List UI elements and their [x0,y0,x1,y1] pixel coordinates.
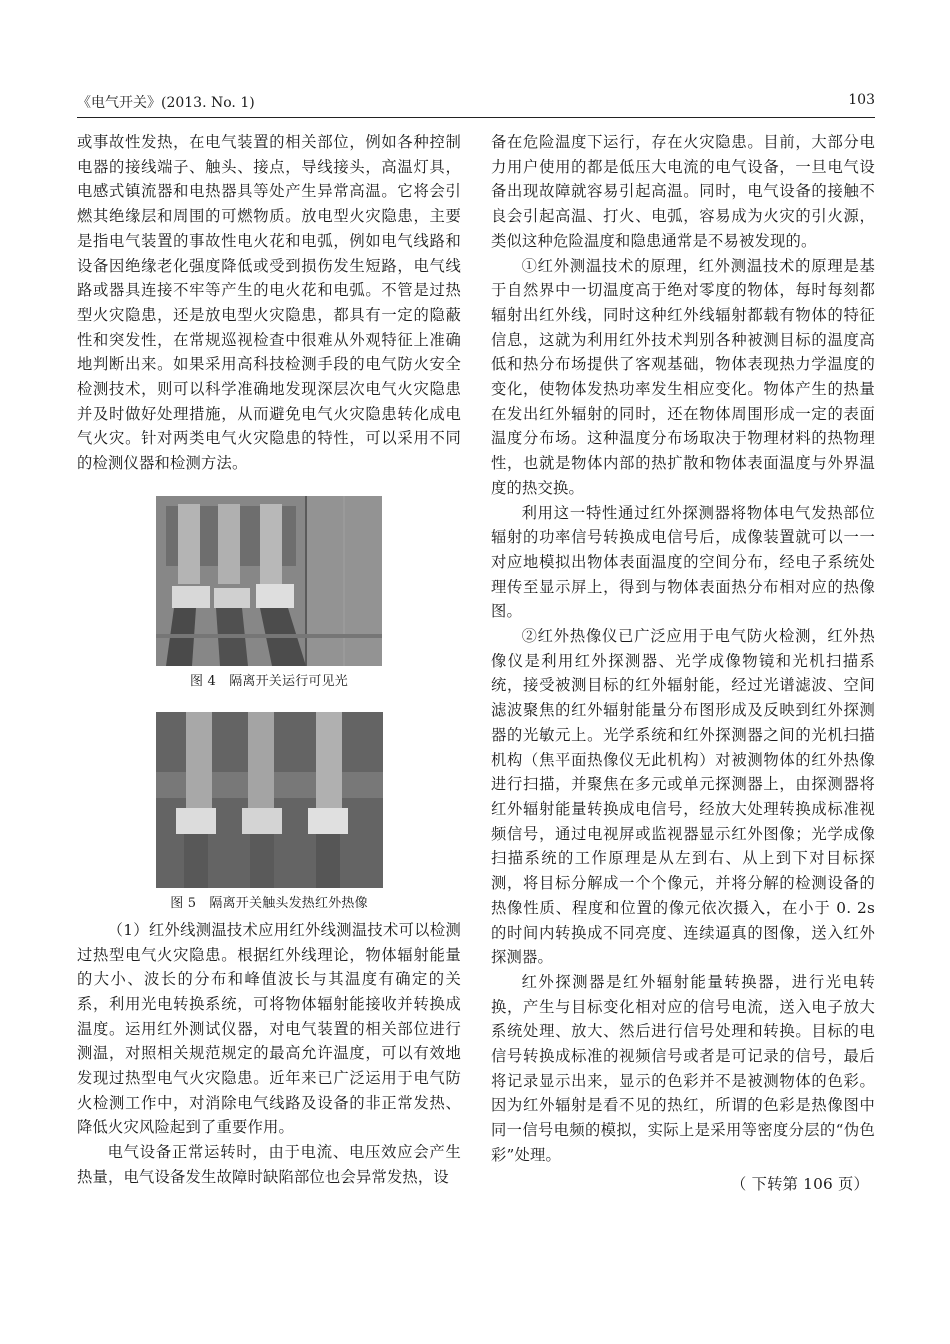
paragraph: 电气设备正常运转时，由于电流、电压效应会产生热量，电气设备发生故障时缺陷部位也会异常发热，设 [77,1143,461,1186]
figure-5-caption: 图 5 隔离开关触头发热红外热像 [170,895,368,911]
paragraph: 利用这一特性通过红外探测器将物体电气发热部位辐射的功率信号转换成电信号后，成像装置就可以一一对应地模拟出物体表面温度的空间分布，经电子系统处理传至显示屏上，得到与物体表面热分布相对应的热像图。 [491,503,875,621]
figure-5-image [156,712,383,888]
journal-title: 《电气开关》(2013. No. 1) [77,95,255,111]
header-rule [77,117,875,118]
left-column [77,130,461,1190]
figure-5 [77,712,461,914]
continued-note: （ 下转第 106 页） [731,1174,869,1193]
figure-4-image [156,496,382,666]
figure-4 [77,496,461,692]
paragraph: 红外探测器是红外辐射能量转换器，进行光电转换，产生与目标变化相对应的信号电流，送入电子放大系统处理、放大、然后进行信号处理和转换。目标的电信号转换成标准的视频信号或者是可记录的信号，最后将记录显示出来，显示的色彩并不是被测物体的色彩。因为红外辐射是看不见的热红，所谓的色彩是热像图中同一信号电频的模拟，实际上是采用等密度分层的“伪色彩”处理。 [491,972,875,1164]
paragraph: 备在危险温度下运行，存在火灾隐患。目前，大部分电力用户使用的都是低压大电流的电气设备，一旦电气设备出现故障就容易引起高温。同时，电气设备的接触不良会引起高温、打火、电弧，容易成为火灾的引火源，类似这种危险温度和隐患通常是不易被发现的。 [491,133,875,250]
paragraph: （1）红外线测温技术应用红外线测温技术可以检测过热型电气火灾隐患。根据红外线理论，物体辐射能量的大小、波长的分布和峰值波长与其温度有确定的关系，利用光电转换系统，可将物体辐射能接收并转换成温度。运用红外测试仪器，对电气装置的相关部位进行测温，对照相关规范规定的最高允许温度，可以有效地发现过热型电气火灾隐患。近年来已广泛运用于电气防火检测工作中，对消除电气线路及设备的非正常发热、降低火灾风险起到了重要作用。 [77,920,461,1137]
page-number: 103 [848,92,875,108]
figure-4-caption: 图 4 隔离开关运行可见光 [189,673,348,689]
paragraph: ①红外测温技术的原理，红外测温技术的原理是基于自然界中一切温度高于绝对零度的物体，每时每刻都辐射出红外线，同时这种红外线辐射都载有物体的特征信息，这就为利用红外技术判别各种被测目标的温度高低和热分布场提供了客观基础，物体表现热力学温度的变化，使物体发热功率发生相应变化。物体产生的热量在发出红外辐射的同时，还在物体周围形成一定的表面温度分布场。这种温度分布场取决于物理材料的热物理性，也就是物体内部的热扩散和物体表面温度与外界温度的热交换。 [491,256,875,497]
paragraph: 或事故性发热，在电气装置的相关部位，例如各种控制电器的接线端子、触头、接点，导线接头，高温灯具，电感式镇流器和电热器具等处产生异常高温。它将会引燃其绝缘层和周围的可燃物质。放电型火灾隐患，主要是指电气装置的事故性电火花和电弧，例如电气线路和设备因绝缘老化强度降低或受到损伤发生短路，电气线路或器具连接不牢等产生的电火花和电弧。不管是过热型火灾隐患，还是放电型火灾隐患，都具有一定的隐蔽性和突发性，在常规巡视检查中很难从外观特征上准确地判断出来。如果采用高科技检测手段的电气防火安全检测技术，则可以科学准确地发现深层次电气火灾隐患并及时做好处理措施，从而避免电气火灾隐患转化成电气火灾。针对两类电气火灾隐患的特性，可以采用不同的检测仪器和检测方法。 [77,133,461,473]
paragraph: ②红外热像仪已广泛应用于电气防火检测，红外热像仪是利用红外探测器、光学成像物镜和光机扫描系统，接受被测目标的红外辐射能，经过光谱滤波、空间滤波聚焦的红外辐射能量分布图形成及反映到红外探测器的光敏元上。光学系统和红外探测器之间的光机扫描机构（焦平面热像仪无此机构）对被测物体的红外热像进行扫描，并聚焦在多元或单元探测器上，由探测器将红外辐射能量转换成电信号，经放大处理转换成标准视频信号，通过电视屏或监视器显示红外图像；光学成像扫描系统的工作原理是从左到右、从上到下对目标探测，将目标分解成一个个像元，并将分解的检测设备的热像性质、程度和位置的像元依次摄入，在小于 0. 2s 的时间内转换成不同亮度、连续逼真的图像，送入红外探测器。 [491,627,875,967]
right-column [491,130,875,1196]
running-header [77,92,875,116]
